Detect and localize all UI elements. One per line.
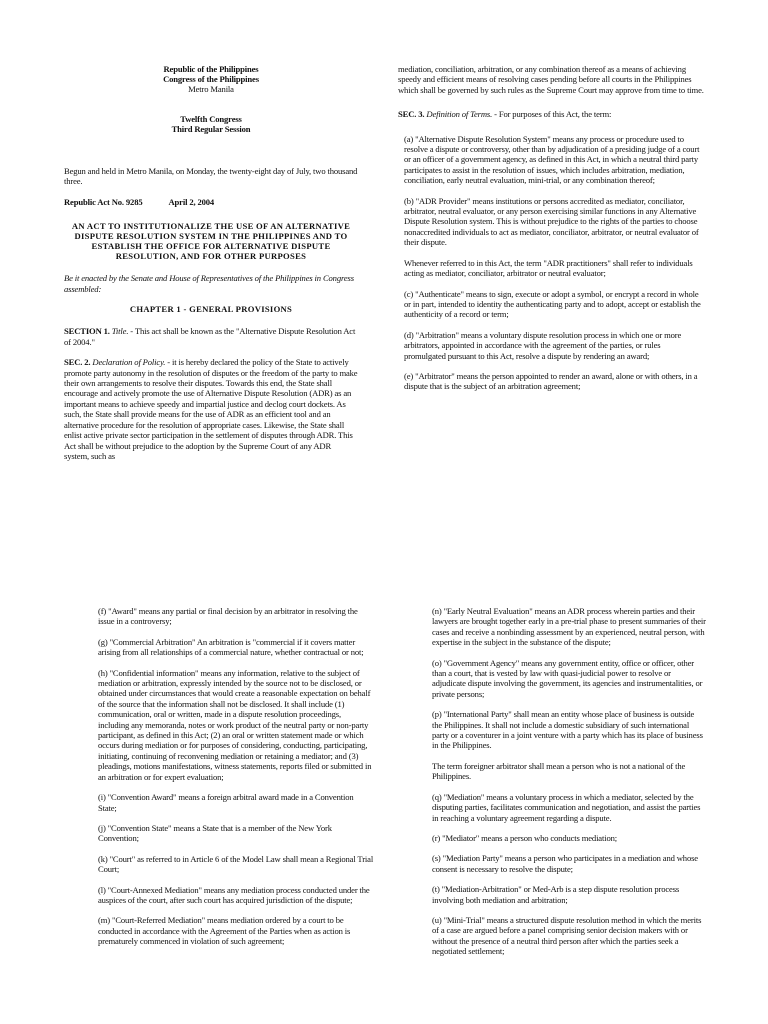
header-congress-number: Twelfth Congress — [180, 114, 242, 124]
ra-date: April 2, 2004 — [168, 196, 215, 207]
intro-paragraph: Begun and held in Metro Manila, on Monday, the twenty-eight day of July, two thousand three. — [64, 166, 358, 187]
ra-line — [64, 197, 358, 207]
header-republic: Republic of the Philippines — [163, 64, 259, 74]
definition-l: (l) "Court-Annexed Mediation" means any mediation process conducted under the auspices of the court, after such court has acquired jurisdiction of the dispute; — [98, 884, 370, 905]
section-1-text: - This act shall be known as the "Alternative Dispute Resolution Act of 2004." — [64, 326, 356, 347]
definition-u: (u) "Mini-Trial" means a structured dispute resolution method in which the merits of a case are argued before a panel comprising senior decision makers with or without the presence of a neutral third person after which the parties seek a negotiated settlement; — [432, 914, 702, 957]
definition-o: (o) "Government Agency" means any government entity, office or officer, other than a court, that is vested by law with quasi-judicial power to resolve or adjudicate dispute involving the government, its agencies and instrumentalities, or private persons; — [432, 657, 703, 699]
definition-q: (q) "Mediation" means a voluntary process in which a mediator, selected by the disputing parties, facilitates communication and negotiation, and assist the parties in reaching a voluntary agreement regarding a dispute. — [432, 791, 701, 823]
definition-n: (n) "Early Neutral Evaluation" means an ADR process wherein parties and their lawyers are brought together early in a pre-trial phase to present summaries of their cases and receive a nonbinding assessment by an experienced, neutral person, with expertise in the subject in the substance of the dispute; — [432, 606, 706, 648]
section-3 — [398, 109, 704, 119]
section-2-heading: Declaration of Policy. — [92, 357, 166, 368]
header-congress: Congress of the Philippines — [163, 74, 259, 84]
section-2-label: SEC. 2. — [64, 357, 91, 368]
definition-j: (j) "Convention State" means a State that is a member of the New York Convention; — [98, 822, 332, 844]
definition-m: (m) "Court-Referred Mediation" means mediation ordered by a court to be conducted in accordance with the Agreement of the Parties when as action is prematurely commenced in violation of such agreement; — [98, 915, 351, 947]
section-2-continued: mediation, conciliation, arbitration, or any combination thereof as a means of achieving speedy and efficient means of resolving cases pending before all courts in the Philippines which shall be governed by such rules as the Supreme Court may approve from time to time. — [398, 64, 704, 95]
definition-t: (t) "Mediation-Arbitration" or Med-Arb is a step dispute resolution process involving both mediation and arbitration; — [432, 884, 680, 905]
act-title: AN ACT TO INSTITUTIONALIZE THE USE OF AN ALTERNATIVE DISPUTE RESOLUTION SYSTEM IN THE PHILIPPINES AND TO ESTABLISH THE OFFICE FOR ALTERNATIVE DISPUTE RESOLUTION, AND FOR OTHER PURPOSES — [71, 221, 351, 262]
definition-p: (p) "International Party" shall mean an entity whose place of business is outside the Philippines. It shall not include a domestic subsidiary of such international party or a coventurer in a joint venture with a party which has its place of business in the Philippines. — [432, 709, 703, 751]
section-1-heading: Title. — [111, 326, 129, 337]
definition-d: (d) "Arbitration" means a voluntary dispute resolution process in which one or more arbitrators, appointed in accordance with the agreement of the parties, or rules promulgated pursuant to this Act, resolve a dispute by rendering an award; — [404, 329, 682, 361]
definition-adr-practitioners: Whenever referred to in this Act, the term "ADR practitioners" shall refer to individuals acting as mediator, conciliator, arbitrator or neutral evaluator; — [404, 257, 693, 279]
definition-f: (f) "Award" means any partial or final decision by an arbitrator in resolving the issue in a controversy; — [98, 606, 358, 627]
definition-e: (e) "Arbitrator" means the person appointed to render an award, alone or with others, in a dispute that is the subject of an arbitration agreement; — [404, 370, 698, 392]
section-1 — [64, 326, 358, 347]
definition-a: (a) "Alternative Dispute Resolution System" means any process or procedure used to resolve a dispute or controversy, other than by adjudication of a presiding judge of a court or an officer of a government agency, as defined in this Act, in which a neutral third party participates to assist in the resolution of issues, which includes arbitration, mediation, conciliation, early neutral evaluation, mini-trial, or any combination thereof; — [404, 133, 700, 186]
section-1-label: SECTION 1. — [64, 326, 110, 337]
page-2-left-column — [98, 606, 374, 957]
definition-k: (k) "Court" as referred to in Article 6 of the Model Law shall mean a Regional Trial Court; — [98, 853, 374, 875]
definition-g: (g) "Commercial Arbitration" An arbitration is "commercial if it covers matter arising from all relationships of a commercial nature, whether contractual or not; — [98, 636, 364, 658]
section-2-text: - it is hereby declared the policy of the State to actively promote party autonomy in the resolution of disputes or the freedom of the party to make their own arrangements to resolve their disputes. Towards this end, the State shall encourage and actively promote the use of Alternative Dispute Resolution (ADR) as an important means to achieve speedy and impartial justice and declog court dockets. As such, the State shall provide means for the use of ADR as an efficient tool and an alternative procedure for the resolution of appropriate cases. Likewise, the State shall enlist active private sector participation in the settlement of disputes through ADR. This Act shall be without prejudice to the adoption by the Supreme Court of any ADR system, such as — [64, 357, 358, 461]
definition-r: (r) "Mediator" means a person who conducts mediation; — [432, 832, 617, 843]
page-1-left-column — [64, 64, 358, 471]
definition-c: (c) "Authenticate" means to sign, execute or adopt a symbol, or encrypt a record in whole or in part, intended to identity the authenticating party and to adopt, accept or establish the authenticity of a record or term; — [404, 288, 701, 320]
definition-h: (h) "Confidential information" means any information, relative to the subject of mediation or arbitration, expressly intended by the source not to be disclosed, or obtained under circumstances that would create a reasonable expectation on behalf of the source that the information shall not be disclosed. It shall include (1) communication, oral or written, made in a dispute resolution proceedings, including any memoranda, notes or work product of the neutral party or non-party participant, as defined in this Act; (2) an oral or written statement made or which occurs during mediation or for purposes of considering, conducting, participating, initiating, continuing of reconvening mediation or retaining a mediator; and (3) pleadings, motions manifestations, witness statements, reports filed or submitted in an arbitration or for expert evaluation; — [98, 667, 372, 782]
page-2-right-column — [432, 606, 706, 967]
definition-i: (i) "Convention Award" means a foreign arbitral award made in a Convention State; — [98, 792, 354, 813]
definition-s: (s) "Mediation Party" means a person who participates in a mediation and whose consent is necessary to resolve the dispute; — [432, 853, 698, 874]
chapter-title: CHAPTER 1 - GENERAL PROVISIONS — [129, 304, 293, 315]
definition-foreigner-arbitrator: The term foreigner arbitrator shall mean a person who is not a national of the Philippines. — [432, 760, 686, 782]
section-2 — [64, 357, 358, 461]
page-1-right-column — [398, 64, 704, 402]
ra-number: Republic Act No. 9285 — [64, 196, 143, 207]
section-3-heading: Definition of Terms. — [426, 109, 493, 120]
enacting-clause: Be it enacted by the Senate and House of Representatives of the Philippines in Congress assembled: — [64, 273, 354, 294]
header-session: Third Regular Session — [171, 124, 251, 134]
section-3-text: - For purposes of this Act, the term: — [492, 109, 612, 120]
section-3-label: SEC. 3. — [398, 109, 425, 120]
definition-b: (b) "ADR Provider" means institutions or persons accredited as mediator, conciliator, arbitrator, neutral evaluator, or any person exercising similar functions in any Alternative Dispute Resolution system. This is without prejudice to the rights of the parties to choose nonaccredited individuals to act as mediator, conciliator, arbitrator, or neutral evaluator of their dispute. — [404, 195, 699, 248]
header-city: Metro Manila — [188, 84, 234, 94]
page-2 — [0, 560, 768, 1024]
